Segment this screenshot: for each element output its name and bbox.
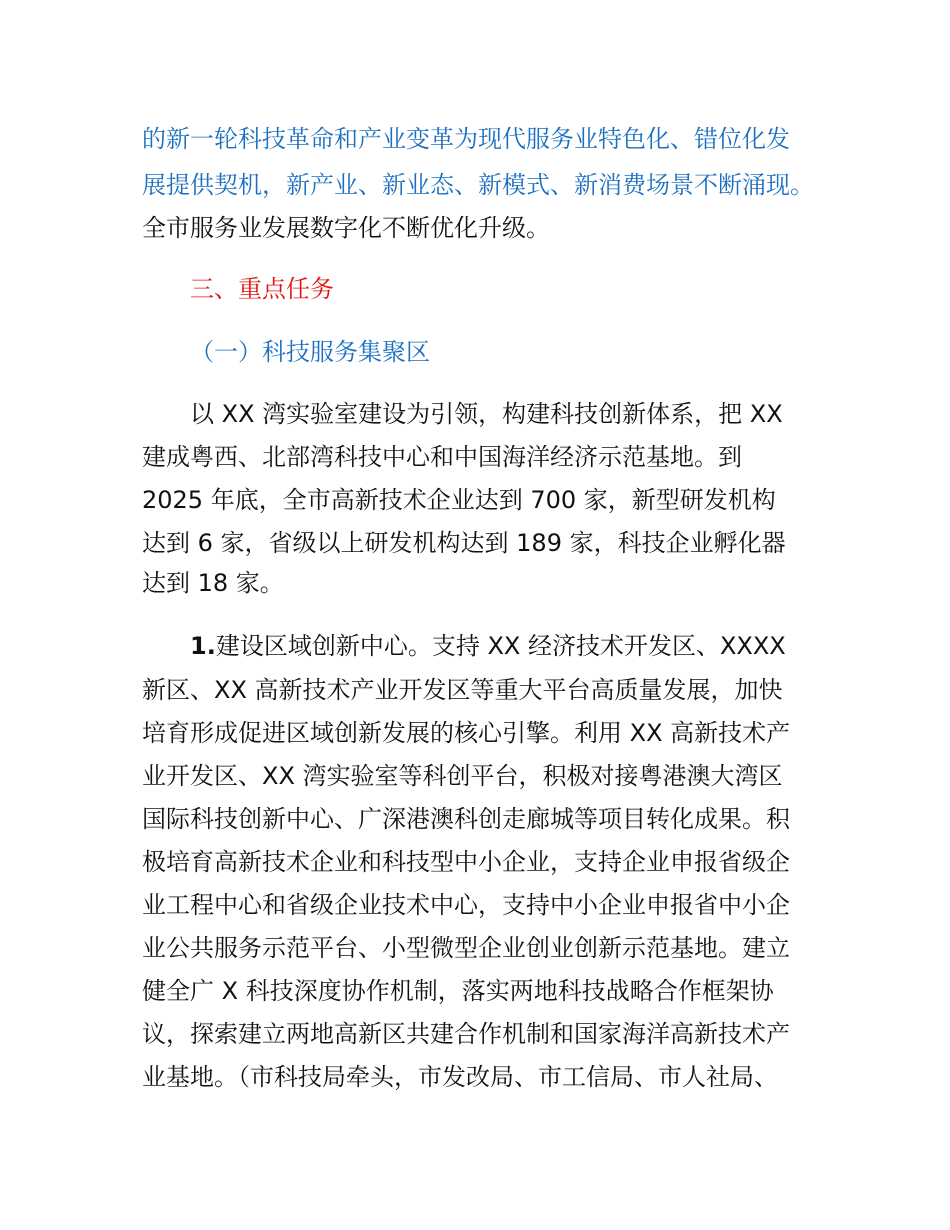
subsection-heading: （一）科技服务集聚区 (190, 338, 430, 366)
item1-line-5: 国际科技创新中心、广深港澳科创走廊城等项目转化成果。积 (142, 805, 790, 833)
intro-line-1: 的新一轮科技革命和产业变革为现代服务业特色化、错位化发 (142, 125, 790, 153)
paragraph1-line-1: 以 XX 湾实验室建设为引领，构建科技创新体系，把 XX (190, 400, 783, 428)
paragraph1-line-5: 达到 18 家。 (142, 569, 284, 597)
intro-line-3: 全市服务业发展数字化不断优化升级。 (142, 214, 550, 242)
item1-line-7: 业工程中心和省级企业技术中心，支持中小企业申报省中小企 (142, 891, 790, 919)
item1-line-10: 议，探索建立两地高新区共建合作机制和国家海洋高新技术产 (142, 1020, 790, 1048)
paragraph1-line-3: 2025 年底，全市高新技术企业达到 700 家，新型研发机构 (142, 486, 776, 514)
intro-line-2: 展提供契机，新产业、新业态、新模式、新消费场景不断涌现。 (142, 171, 814, 199)
item1-number: 1. (190, 632, 216, 660)
item1-line-3: 培育形成促进区域创新发展的核心引擎。利用 XX 高新技术产 (142, 719, 791, 747)
section-heading: 三、重点任务 (190, 275, 334, 303)
item1-title: 建设区域创新中心。支持 XX 经济技术开发区、XXXX (215, 632, 786, 660)
paragraph1-line-4: 达到 6 家，省级以上研发机构达到 189 家，科技企业孵化器 (142, 529, 786, 557)
item1-line-9: 健全广 X 科技深度协作机制，落实两地科技战略合作框架协 (142, 977, 774, 1005)
paragraph1-line-2: 建成粤西、北部湾科技中心和中国海洋经济示范基地。到 (142, 443, 742, 471)
item1-line-8: 业公共服务示范平台、小型微型企业创业创新示范基地。建立 (142, 934, 790, 962)
item1-line-4: 业开发区、XX 湾实验室等科创平台，积极对接粤港澳大湾区 (142, 762, 783, 790)
item1-line-2: 新区、XX 高新技术产业开发区等重大平台高质量发展，加快 (142, 676, 783, 704)
item1-line-6: 极培育高新技术企业和科技型中小企业，支持企业申报省级企 (142, 848, 790, 876)
item1-line-1 (190, 629, 786, 663)
item1-line-11: 业基地。（市科技局牵头，市发改局、市工信局、市人社局、 (142, 1063, 778, 1091)
